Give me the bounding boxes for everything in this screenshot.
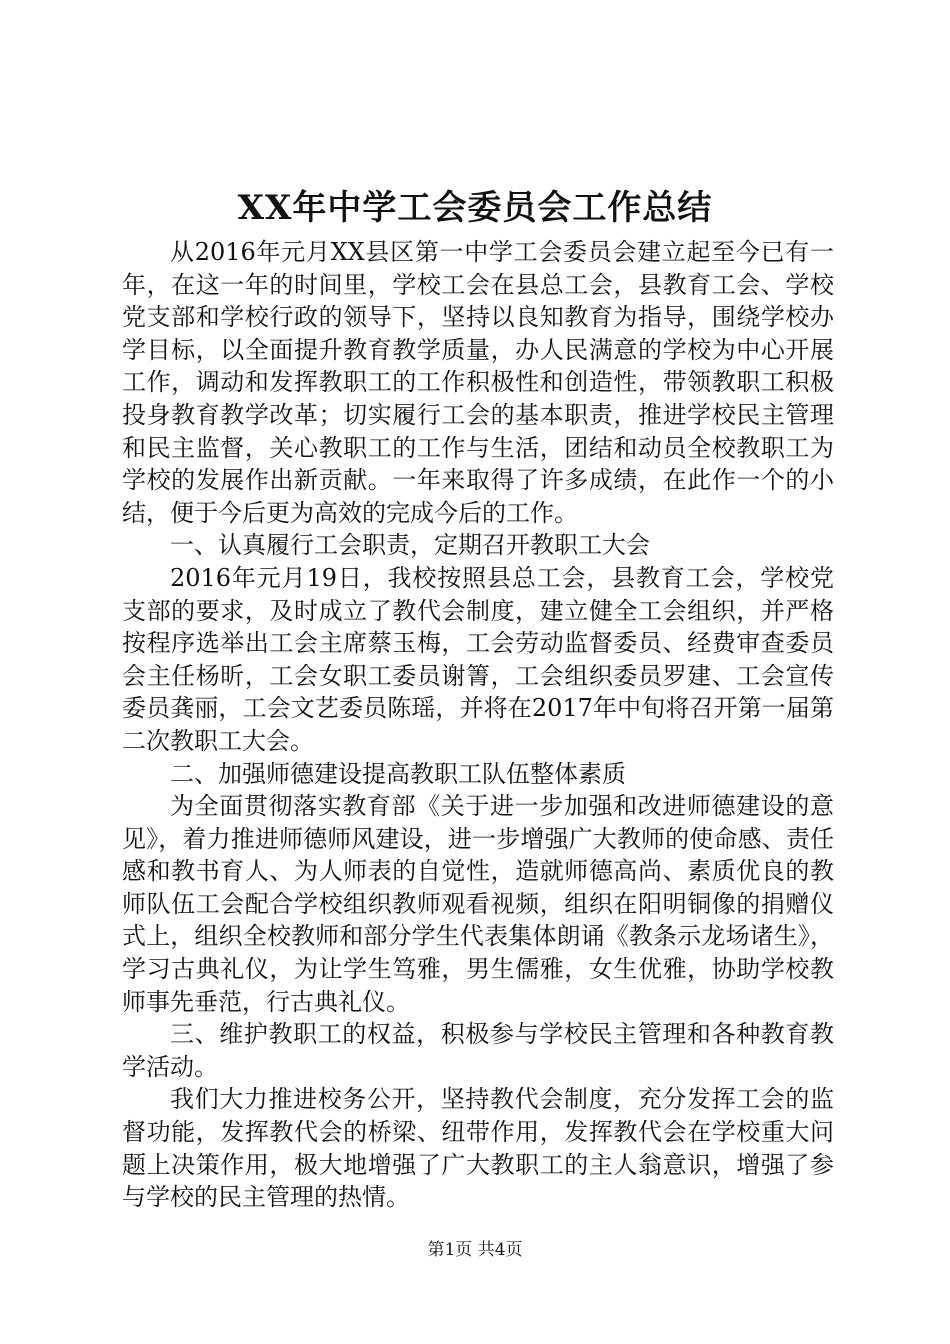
paragraph-section-3: 我们大力推进校务公开，坚持教代会制度，充分发挥工会的监督功能，发挥教代会的桥梁、纽带作用，发挥教代会在学校重大问题上决策作用，极大地增强了广大教职工的主人翁意识，增强了参与学校的民主管理的热情。: [122, 1085, 834, 1212]
document-body: [122, 236, 834, 1214]
paragraph-section-2: 为全面贯彻落实教育部《关于进一步加强和改进师德建设的意见》，着力推进师德师风建设，进一步增强广大教师的使命感、责任感和教书育人、为人师表的自觉性，造就师德高尚、素质优良的教师队伍工会配合学校组织教师观看视频，组织在阳明铜像的捐赠仪式上，组织全校教师和部分学生代表集体朗诵《教条示龙场诸生》，学习古典礼仪，为让学生笃雅，男生儒雅，女生优雅，协助学校教师事先垂范，行古典礼仪。: [122, 792, 834, 1016]
page-number-footer: 第1页 共4页: [427, 1240, 523, 1260]
paragraph-section-1: 2016年元月19日，我校按照县总工会，县教育工会，学校党支部的要求，及时成立了教代会制度，建立健全工会组织，并严格按程序选举出工会主席蔡玉梅，工会劳动监督委员、经费审查委员会主任杨昕，工会女职工委员谢箐，工会组织委员罗建、工会宣传委员龚丽，工会文艺委员陈瑶，并将在2017年中旬将召开第一届第二次教职工大会。: [122, 563, 834, 755]
document-title: XX年中学工会委员会工作总结: [237, 188, 713, 228]
paragraph-intro: 从2016年元月XX县区第一中学工会委员会建立起至今已有一年，在这一年的时间里，学校工会在县总工会，县教育工会、学校党支部和学校行政的领导下，坚持以良知教育为指导，围绕学校办学目标，以全面提升教育教学质量，办人民满意的学校为中心开展工作，调动和发挥教职工的工作积极性和创造性，带领教职工积极投身教育教学改革；切实履行工会的基本职责，推进学校民主管理和民主监督，关心教职工的工作与生活，团结和动员全校教职工为学校的发展作出新贡献。一年来取得了许多成绩，在此作一个的小结，便于今后更为高效的完成今后的工作。: [122, 238, 834, 527]
section-heading-3: 三、维护教职工的权益，积极参与学校民主管理和各种教育教学活动。: [122, 1020, 834, 1081]
section-heading-1: 一、认真履行工会职责，定期召开教职工大会: [170, 531, 650, 560]
section-heading-2: 二、加强师德建设提高教职工队伍整体素质: [170, 759, 626, 788]
